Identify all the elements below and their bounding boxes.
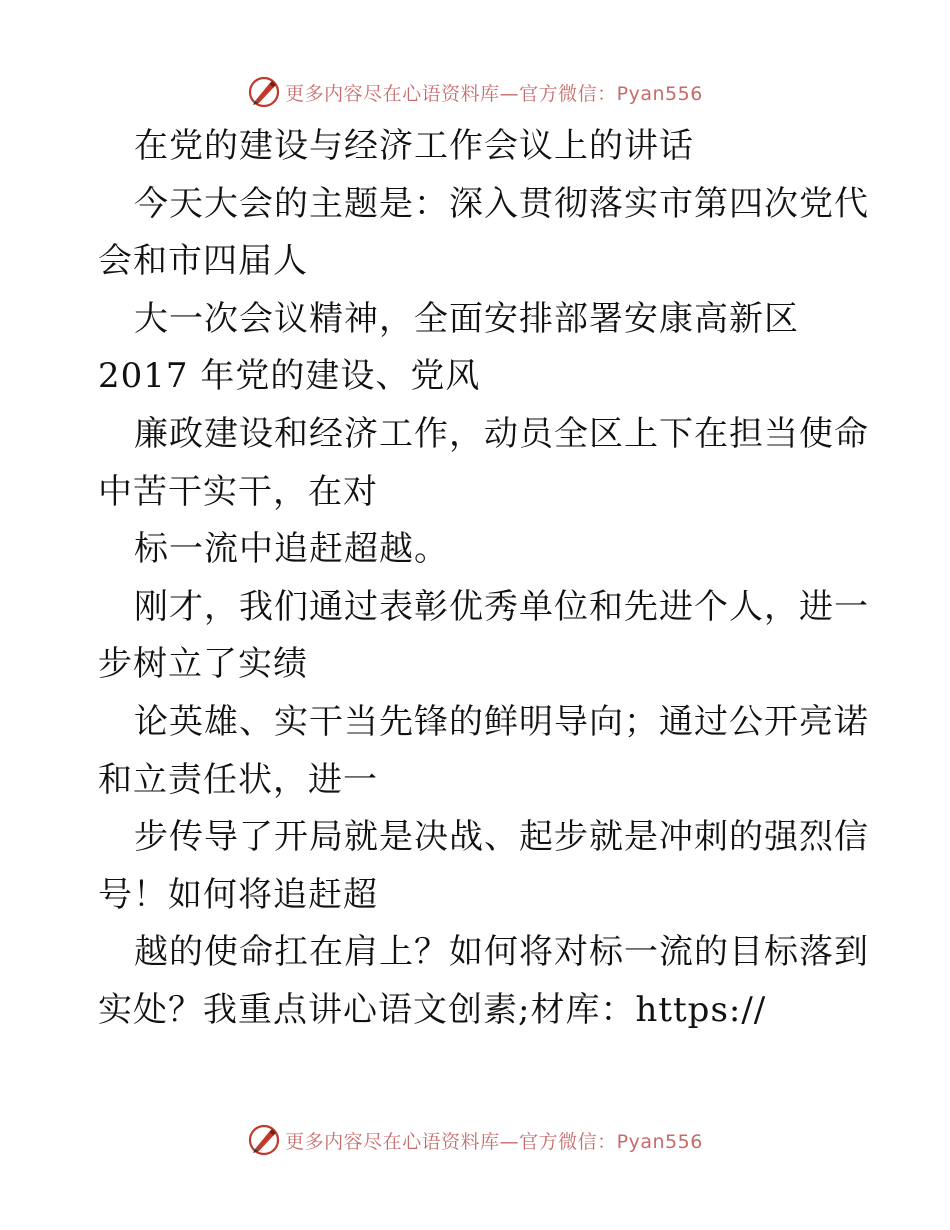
document-body <box>98 118 869 1040</box>
text-line: 今天大会的主题是：深入贯彻落实市第四次党代 <box>134 183 869 224</box>
text-line: 步树立了实绩 <box>98 644 308 685</box>
text-line: 号！如何将追赶超 <box>98 874 378 915</box>
footer-banner-text: 更多内容尽在心语资料库—官方微信：Pyan556 <box>285 1130 703 1153</box>
text-line: 大一次会议精神，全面安排部署安康高新区 <box>134 298 799 339</box>
document-title: 在党的建设与经济工作会议上的讲话 <box>134 126 694 166</box>
header-banner <box>0 72 950 112</box>
text-line: 实处？我重点讲心语文创素;材库：https:// <box>98 989 767 1030</box>
pen-logo-icon <box>247 1123 281 1157</box>
footer-banner <box>0 1120 950 1160</box>
text-line: 廉政建设和经济工作，动员全区上下在担当使命 <box>134 413 869 454</box>
text-line: 标一流中追赶超越。 <box>134 529 449 570</box>
text-line: 刚才，我们通过表彰优秀单位和先进个人，进一 <box>134 586 869 627</box>
text-line: 中苦干实干，在对 <box>98 471 378 512</box>
text-line: 越的使命扛在肩上？如何将对标一流的目标落到 <box>134 932 869 973</box>
header-banner-text: 更多内容尽在心语资料库—官方微信：Pyan556 <box>285 82 703 105</box>
pen-logo-icon <box>247 75 281 109</box>
text-line: 和立责任状，进一 <box>98 759 378 800</box>
text-line: 论英雄、实干当先锋的鲜明导向；通过公开亮诺 <box>134 701 869 742</box>
text-line: 2017 年党的建设、党风 <box>98 356 481 397</box>
text-line: 步传导了开局就是决战、起步就是冲刺的强烈信 <box>134 817 869 858</box>
text-line: 会和市四届人 <box>98 241 308 282</box>
